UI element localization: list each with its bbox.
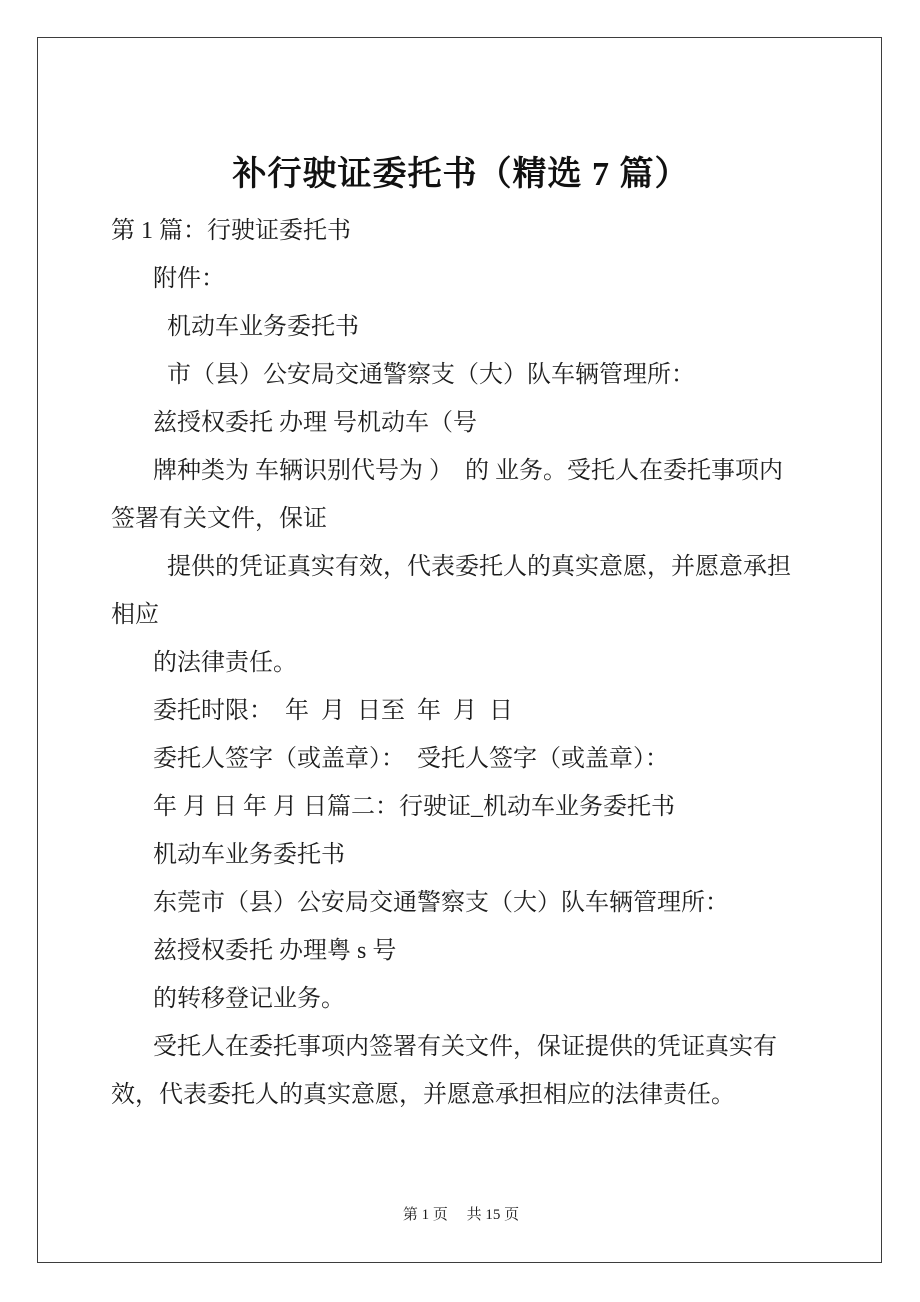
page-number-footer: 第 1 页 共 15 页 — [402, 1207, 520, 1223]
paragraph-line: 机动车业务委托书 — [153, 842, 345, 868]
document-body — [111, 207, 817, 1119]
paragraph-line: 的法律责任。 — [153, 650, 297, 676]
paragraph-line: 相应 — [111, 602, 159, 628]
paragraph-line: 签署有关文件，保证 — [111, 506, 327, 532]
paragraph-line: 受托人在委托事项内签署有关文件，保证提供的凭证真实有 — [153, 1034, 777, 1060]
paragraph-line: 市（县）公安局交通警察支（大）队车辆管理所： — [167, 362, 695, 388]
paragraph-line: 委托人签字（或盖章）： 受托人签字（或盖章）： — [153, 746, 669, 772]
paragraph-line: 东莞市（县）公安局交通警察支（大）队车辆管理所： — [153, 890, 729, 916]
paragraph-line: 机动车业务委托书 — [167, 314, 359, 340]
paragraph-line: 委托时限： 年 月 日至 年 月 日 — [153, 698, 513, 724]
paragraph-line: 的转移登记业务。 — [153, 986, 345, 1012]
document-page — [37, 37, 882, 1263]
document-title: 补行驶证委托书（精选 7 篇） — [232, 156, 690, 193]
paragraph-line: 牌种类为 车辆识别代号为 ） 的 业务。受托人在委托事项内 — [153, 458, 783, 484]
paragraph-line: 第 1 篇：行驶证委托书 — [111, 218, 351, 244]
paragraph-line: 年 月 日 年 月 日篇二：行驶证_机动车业务委托书 — [153, 794, 675, 820]
paragraph-line: 兹授权委托 办理粤 s 号 — [153, 938, 397, 964]
paragraph-line: 提供的凭证真实有效，代表委托人的真实意愿，并愿意承担 — [167, 554, 791, 580]
paragraph-line: 附件： — [153, 266, 225, 292]
paragraph-line: 兹授权委托 办理 号机动车（号 — [153, 410, 477, 436]
paragraph-line: 效，代表委托人的真实意愿，并愿意承担相应的法律责任。 — [111, 1082, 735, 1108]
